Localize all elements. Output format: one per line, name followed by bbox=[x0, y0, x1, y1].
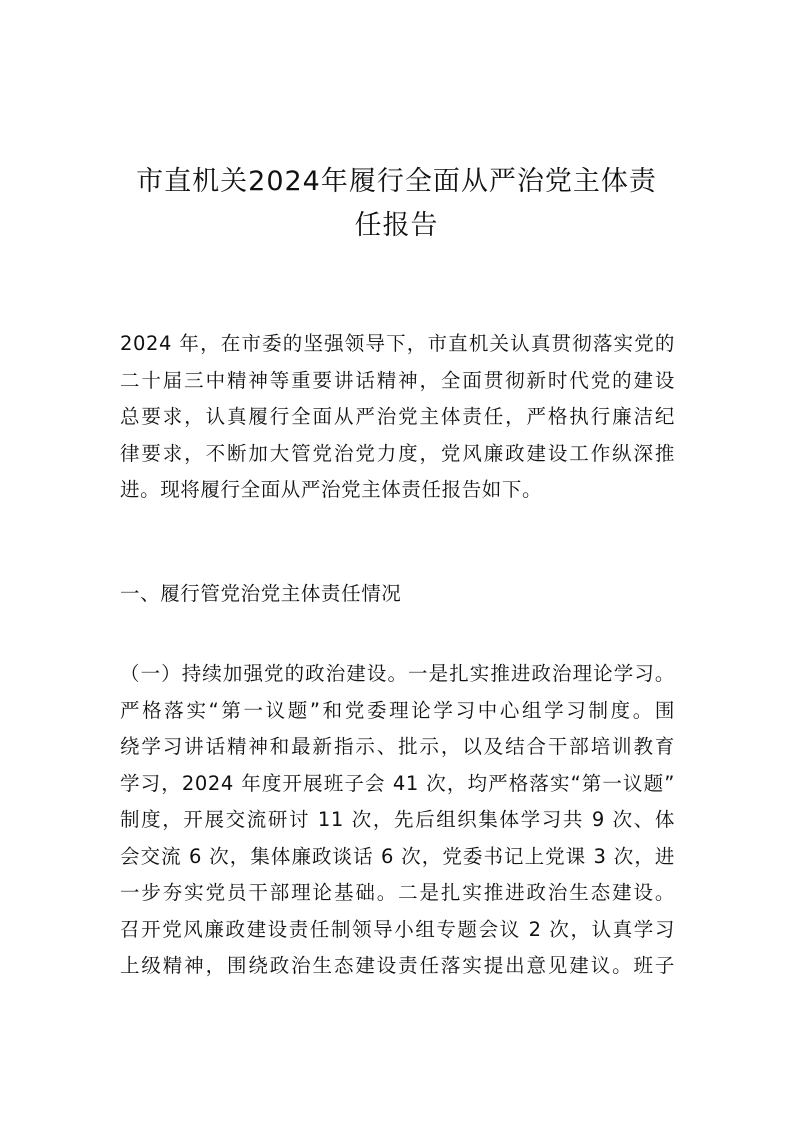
intro-paragraph bbox=[120, 326, 675, 509]
intro-line: 律要求，不断加大管党治党力度，党风廉政建设工作纵深推 bbox=[120, 441, 675, 465]
section-heading bbox=[120, 576, 675, 613]
intro-line: 总要求，认真履行全面从严治党主体责任，严格执行廉洁纪 bbox=[120, 405, 675, 428]
body-line: 上级精神，围绕政治生态建设责任落实提出意见建议。班子 bbox=[120, 954, 675, 977]
body-line: 召开党风廉政建设责任制领导小组专题会议 2 次，认真学习 bbox=[120, 917, 675, 941]
intro-line: 进。现将履行全面从严治党主体责任报告如下。 bbox=[120, 478, 543, 501]
body-line: 一步夯实党员干部理论基础。二是扎实推进政治生态建设。 bbox=[120, 881, 675, 904]
body-line: 会交流 6 次，集体廉政谈话 6 次，党委书记上党课 3 次，进 bbox=[120, 844, 675, 868]
title-line-1: 市直机关2024年履行全面从严治党主体责 bbox=[136, 166, 657, 197]
title-line-2: 任报告 bbox=[354, 210, 439, 241]
intro-line: 2024 年，在市委的坚强领导下，市直机关认真贯彻落实党的 bbox=[120, 332, 675, 355]
body-line: 制度，开展交流研讨 11 次，先后组织集体学习共 9 次、体 bbox=[120, 808, 675, 831]
intro-line: 二十届三中精神等重要讲话精神，全面贯彻新时代党的建设 bbox=[120, 368, 675, 392]
body-paragraph bbox=[120, 656, 675, 985]
body-line: 学习，2024 年度开展班子会 41 次，均严格落实“第一议题” bbox=[120, 771, 675, 795]
body-line: 严格落实“第一议题”和党委理论学习中心组学习制度。围 bbox=[120, 698, 675, 722]
document-title bbox=[80, 160, 713, 204]
body-line: 绕学习讲话精神和最新指示、批示，以及结合干部培训教育 bbox=[120, 735, 675, 758]
document-title-continued bbox=[80, 204, 713, 248]
section-heading-text: 一、履行管党治党主体责任情况 bbox=[120, 582, 402, 605]
body-line: （一）持续加强党的政治建设。一是扎实推进政治理论学习。 bbox=[120, 662, 675, 685]
